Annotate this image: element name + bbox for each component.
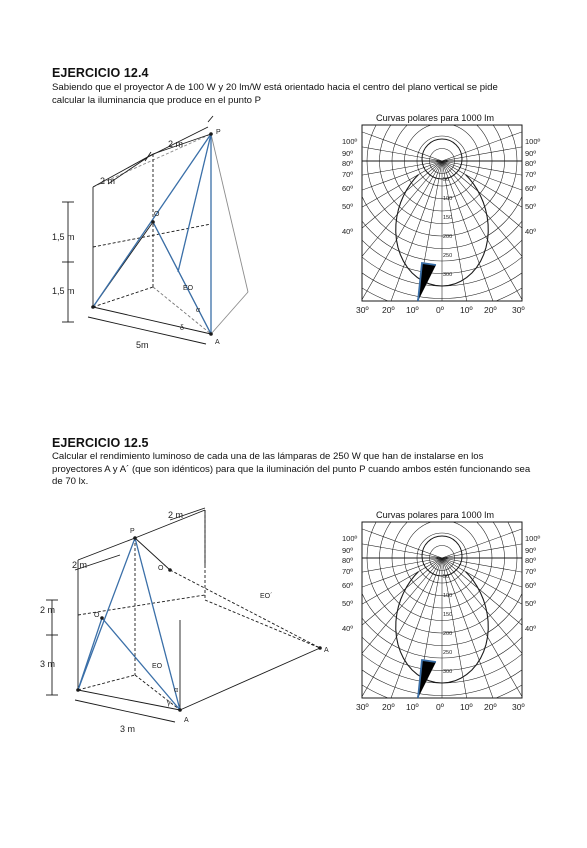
polar-left-label: 70º [342, 567, 354, 576]
polar-left-label: 80º [342, 556, 354, 565]
polar-radial-label: 50 [443, 177, 450, 183]
polar-right-label: 60º [525, 581, 537, 590]
polar-left-label: 50º [342, 599, 354, 608]
exercise-statement: Sabiendo que el proyector A de 100 W y 20 lm/W está orientado hacia el centro del plano vertical se pide calcular la iluminancia que produce en el punto P [52, 82, 498, 106]
polar-bottom-label: 0º [436, 702, 444, 712]
polar-left-label: 40º [342, 227, 354, 236]
polar-bottom-label: 10º [406, 305, 419, 315]
polar-radial-label: 150 [443, 215, 453, 221]
dim-height-2: 3 m [40, 659, 56, 669]
polar-bottom-label: 30º [356, 702, 369, 712]
polar-right-label: 40º [525, 227, 537, 236]
polar-left-label: 100º [342, 137, 358, 146]
point-A-label: A [184, 717, 189, 724]
polar-right-label: 60º [525, 184, 537, 193]
polar-radial-label: 100 [443, 196, 453, 202]
polar-bottom-label: 0º [436, 305, 444, 315]
point-A-label: A [215, 339, 220, 346]
polar-grid [340, 520, 550, 725]
polar-left-label: 50º [342, 202, 354, 211]
polar-left-label: 80º [342, 159, 354, 168]
polar-right-label: 100º [525, 137, 541, 146]
dim-height-1: 1,5 m [52, 232, 75, 242]
dim-top: 2 m [168, 510, 184, 520]
polar-right-label: 90º [525, 546, 537, 555]
polar-chart-1 [340, 113, 550, 323]
polar-right-label: 70º [525, 170, 537, 179]
polar-radial-label: 300 [443, 669, 453, 675]
polar-radial-label: 250 [443, 650, 453, 656]
polar-radial-label: 150 [443, 612, 453, 618]
polar-radial-label: 300 [443, 272, 453, 278]
eo-label: EO [152, 663, 163, 670]
point-O-label: O [154, 211, 160, 218]
eo2-label: EO´ [260, 593, 273, 600]
polar-radial-label: 200 [443, 631, 453, 637]
polar-right-label: 100º [525, 534, 541, 543]
dim-top: 2 m [168, 139, 184, 149]
polar-bottom-label: 30º [512, 702, 525, 712]
polar-bottom-label: 10º [460, 305, 473, 315]
polar-bottom-label: 20º [484, 702, 497, 712]
point-P-label: P [130, 528, 135, 535]
polar-left-label: 60º [342, 581, 354, 590]
dim-side: 2 m [72, 560, 88, 570]
dim-height-2: 1,5 m [52, 286, 75, 296]
alpha-label: α [174, 687, 179, 694]
alpha-label: α [196, 307, 201, 314]
exercise-title: EJERCICIO 12.5 [52, 436, 149, 450]
polar-right-label: 50º [525, 599, 537, 608]
polar-right-label: 70º [525, 567, 537, 576]
figure-12-5-perspective [40, 500, 340, 740]
dim-height-1: 2 m [40, 605, 56, 615]
eo-label: EO [183, 285, 194, 292]
polar-right-label: 80º [525, 159, 537, 168]
polar-bottom-label: 10º [406, 702, 419, 712]
polar-left-label: 90º [342, 149, 354, 158]
polar-bottom-label: 20º [382, 305, 395, 315]
polar-right-label: 40º [525, 624, 537, 633]
point-P-label: P [216, 129, 221, 136]
dim-base: 5m [136, 340, 149, 350]
point-O-label: O [94, 612, 100, 619]
polar-radial-label: 50 [443, 574, 450, 580]
polar-left-label: 60º [342, 184, 354, 193]
exercise-statement: Calcular el rendimiento luminoso de cada una de las lámparas de 250 W que han de instalarse en los proyectores A y A´ (que son idénticos) para que la iluminación del punto P cuando ambos estén funcionando sea de 70 lx. [52, 451, 531, 488]
polar-left-label: 90º [342, 546, 354, 555]
polar-right-label: 90º [525, 149, 537, 158]
polar-title: Curvas polares para 1000 lm [376, 510, 494, 520]
dim-side: 2 m [100, 176, 116, 186]
polar-chart-2 [340, 510, 550, 720]
point-A2-label: A [324, 647, 329, 654]
polar-title: Curvas polares para 1000 lm [376, 113, 494, 123]
point-O2-label: O´ [158, 565, 166, 572]
polar-bottom-label: 10º [460, 702, 473, 712]
polar-radial-label: 100 [443, 593, 453, 599]
exercise-title: EJERCICIO 12.4 [52, 66, 149, 80]
figure-12-4-perspective [48, 112, 283, 357]
polar-radial-label: 200 [443, 234, 453, 240]
polar-bottom-label: 20º [382, 702, 395, 712]
polar-radial-label: 250 [443, 253, 453, 259]
polar-bottom-label: 20º [484, 305, 497, 315]
polar-grid [340, 123, 550, 328]
delta-label: δ [180, 325, 184, 332]
polar-left-label: 100º [342, 534, 358, 543]
polar-bottom-label: 30º [512, 305, 525, 315]
gamma-label: γ [167, 700, 171, 707]
polar-left-label: 40º [342, 624, 354, 633]
polar-bottom-label: 30º [356, 305, 369, 315]
polar-right-label: 50º [525, 202, 537, 211]
polar-left-label: 70º [342, 170, 354, 179]
polar-right-label: 80º [525, 556, 537, 565]
dim-base: 3 m [120, 724, 136, 734]
